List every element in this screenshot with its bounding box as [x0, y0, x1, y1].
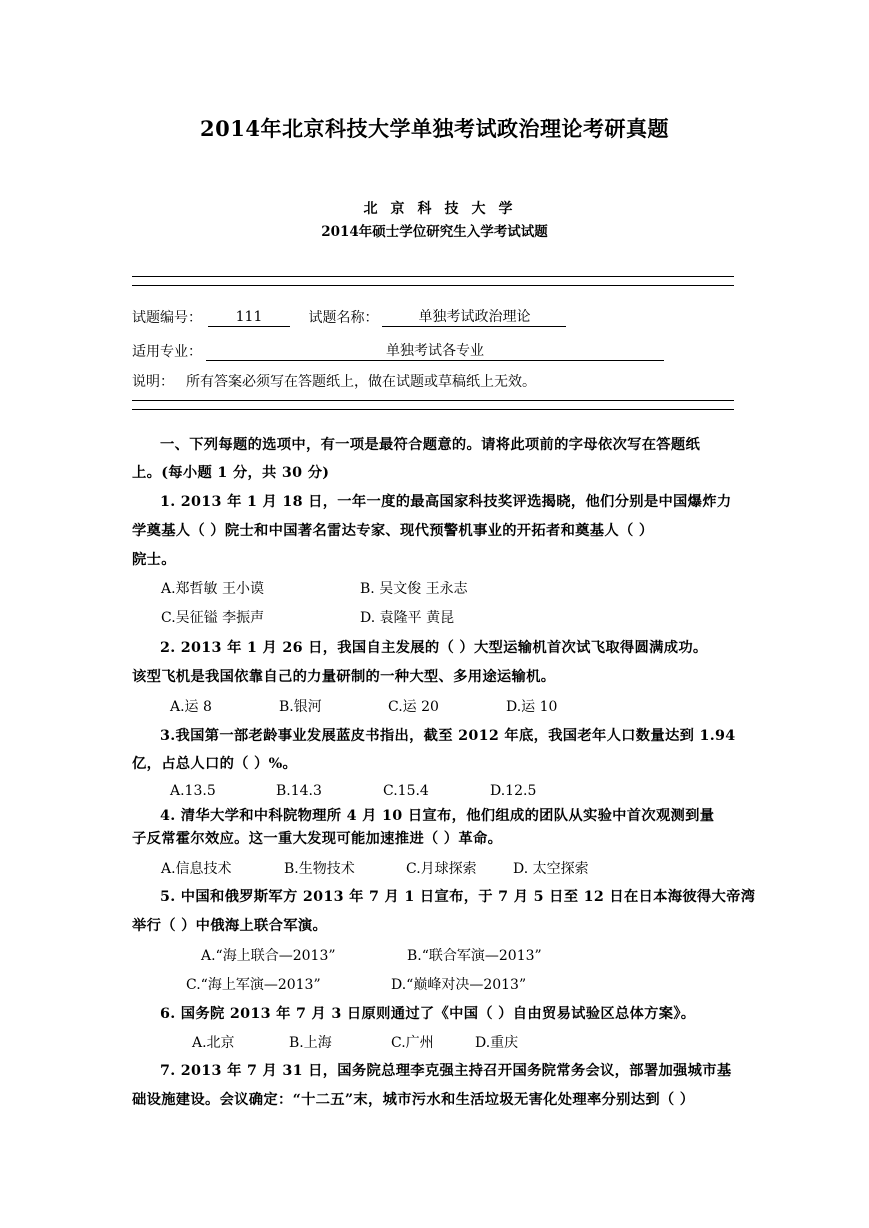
option-c: C.广州	[391, 1035, 434, 1051]
instructions-text: 所有答案必须写在答题纸上，做在试题或草稿纸上无效。	[186, 374, 536, 390]
question-1-line-2: 学奠基人（ ）院士和中国著名雷达专家、现代预警机事业的开拓者和奠基人（ ）	[132, 523, 654, 539]
option-d: D.运 10	[506, 699, 558, 715]
question-6-options	[0, 1032, 869, 1052]
option-b: B. 吴文俊 王永志	[360, 581, 468, 597]
question-6-line-1: 6. 国务院 2013 年 7 月 3 日原则通过了《中国（ ）自由贸易试验区总体方案》。	[160, 1006, 696, 1022]
question-1-line-1: 1. 2013 年 1 月 18 日，一年一度的最高国家科技奖评选揭晓，他们分别是中国爆炸力	[160, 494, 732, 510]
option-a: A.运 8	[170, 699, 212, 715]
option-c: C.15.4	[383, 783, 429, 799]
option-d: D.“巅峰对决—2013”	[391, 977, 527, 993]
question-1-options-row2	[0, 607, 869, 627]
question-3-line-2: 亿，占总人口的（ ）%。	[132, 756, 298, 772]
option-a: A.郑哲敏 王小谟	[161, 581, 265, 597]
option-d: D.重庆	[475, 1035, 519, 1051]
question-4-line-1: 4. 清华大学和中科院物理所 4 月 10 日宣布，他们组成的团队从实验中首次观测到量	[160, 808, 715, 824]
question-1-line-3: 院士。	[132, 552, 176, 568]
question-2-options	[0, 696, 869, 716]
major-row	[132, 341, 664, 361]
question-7-line-2: 础设施建设。会议确定：“十二五”末，城市污水和生活垃圾无害化处理率分别达到（ ）	[132, 1092, 695, 1108]
exam-subtitle: 2014年硕士学位研究生入学考试试题	[321, 224, 548, 240]
option-a: A.13.5	[170, 783, 216, 799]
question-2-line-2: 该型飞机是我国依靠自己的力量研制的一种大型、多用途运输机。	[132, 669, 556, 685]
instructions-row	[132, 371, 536, 391]
exam-name-value: 单独考试政治理论	[382, 309, 566, 327]
page-title: 2014年北京科技大学单独考试政治理论考研真题	[200, 116, 669, 141]
option-d: D. 袁隆平 黄昆	[360, 610, 455, 626]
option-b: B.14.3	[276, 783, 322, 799]
question-3-line-1: 3.我国第一部老龄事业发展蓝皮书指出，截至 2012 年底，我国老年人口数量达到 1.94	[160, 728, 736, 744]
section-heading-line1: 一、下列每题的选项中，有一项是最符合题意的。请将此项前的字母依次写在答题纸	[160, 437, 701, 453]
option-b: B.生物技术	[284, 861, 355, 877]
major-value: 单独考试各专业	[206, 343, 664, 361]
instructions-label: 说明：	[132, 374, 174, 390]
question-1-options	[0, 578, 869, 598]
question-5-options	[0, 945, 869, 965]
question-4-line-2: 子反常霍尔效应。这一重大发现可能加速推进（ ）革命。	[132, 831, 503, 847]
option-a: A.北京	[192, 1035, 235, 1051]
option-c: C.吴征镒 李振声	[161, 610, 265, 626]
option-c: C.“海上军演—2013”	[186, 977, 321, 993]
option-b: B.银河	[279, 699, 322, 715]
university-name: 北京科技大学	[363, 201, 526, 217]
question-5-options-row2	[0, 974, 869, 994]
exam-code-row	[132, 307, 566, 327]
option-c: C.运 20	[388, 699, 439, 715]
exam-name-label: 试题名称：	[308, 310, 379, 326]
question-2-line-1: 2. 2013 年 1 月 26 日，我国自主发展的（ ）大型运输机首次试飞取得圆满成功。	[160, 640, 708, 656]
question-3-options	[0, 783, 869, 803]
question-7-line-1: 7. 2013 年 7 月 31 日，国务院总理李克强主持召开国务院常务会议，部署加强城市基	[160, 1063, 732, 1079]
question-5-line-2: 举行（ ）中俄海上联合军演。	[132, 918, 328, 934]
option-c: C.月球探索	[406, 861, 477, 877]
exam-code-label: 试题编号：	[132, 310, 202, 326]
option-b: B.上海	[289, 1035, 332, 1051]
separator-bottom	[132, 400, 734, 410]
option-a: A.信息技术	[161, 861, 232, 877]
major-label: 适用专业：	[132, 344, 202, 360]
question-4-options	[0, 858, 869, 878]
option-b: B.“联合军演—2013”	[407, 948, 542, 964]
option-d: D.12.5	[490, 783, 537, 799]
section-heading-line2: 上。(每小题 1 分，共 30 分)	[132, 465, 330, 481]
exam-code-value: 111	[208, 309, 290, 327]
option-a: A.“海上联合—2013”	[201, 948, 336, 964]
question-5-line-1: 5. 中国和俄罗斯军方 2013 年 7 月 1 日宣布，于 7 月 5 日至 12 日在日本海彼得大帝湾	[160, 889, 756, 905]
option-d: D. 太空探索	[513, 861, 589, 877]
separator-top	[132, 276, 734, 286]
